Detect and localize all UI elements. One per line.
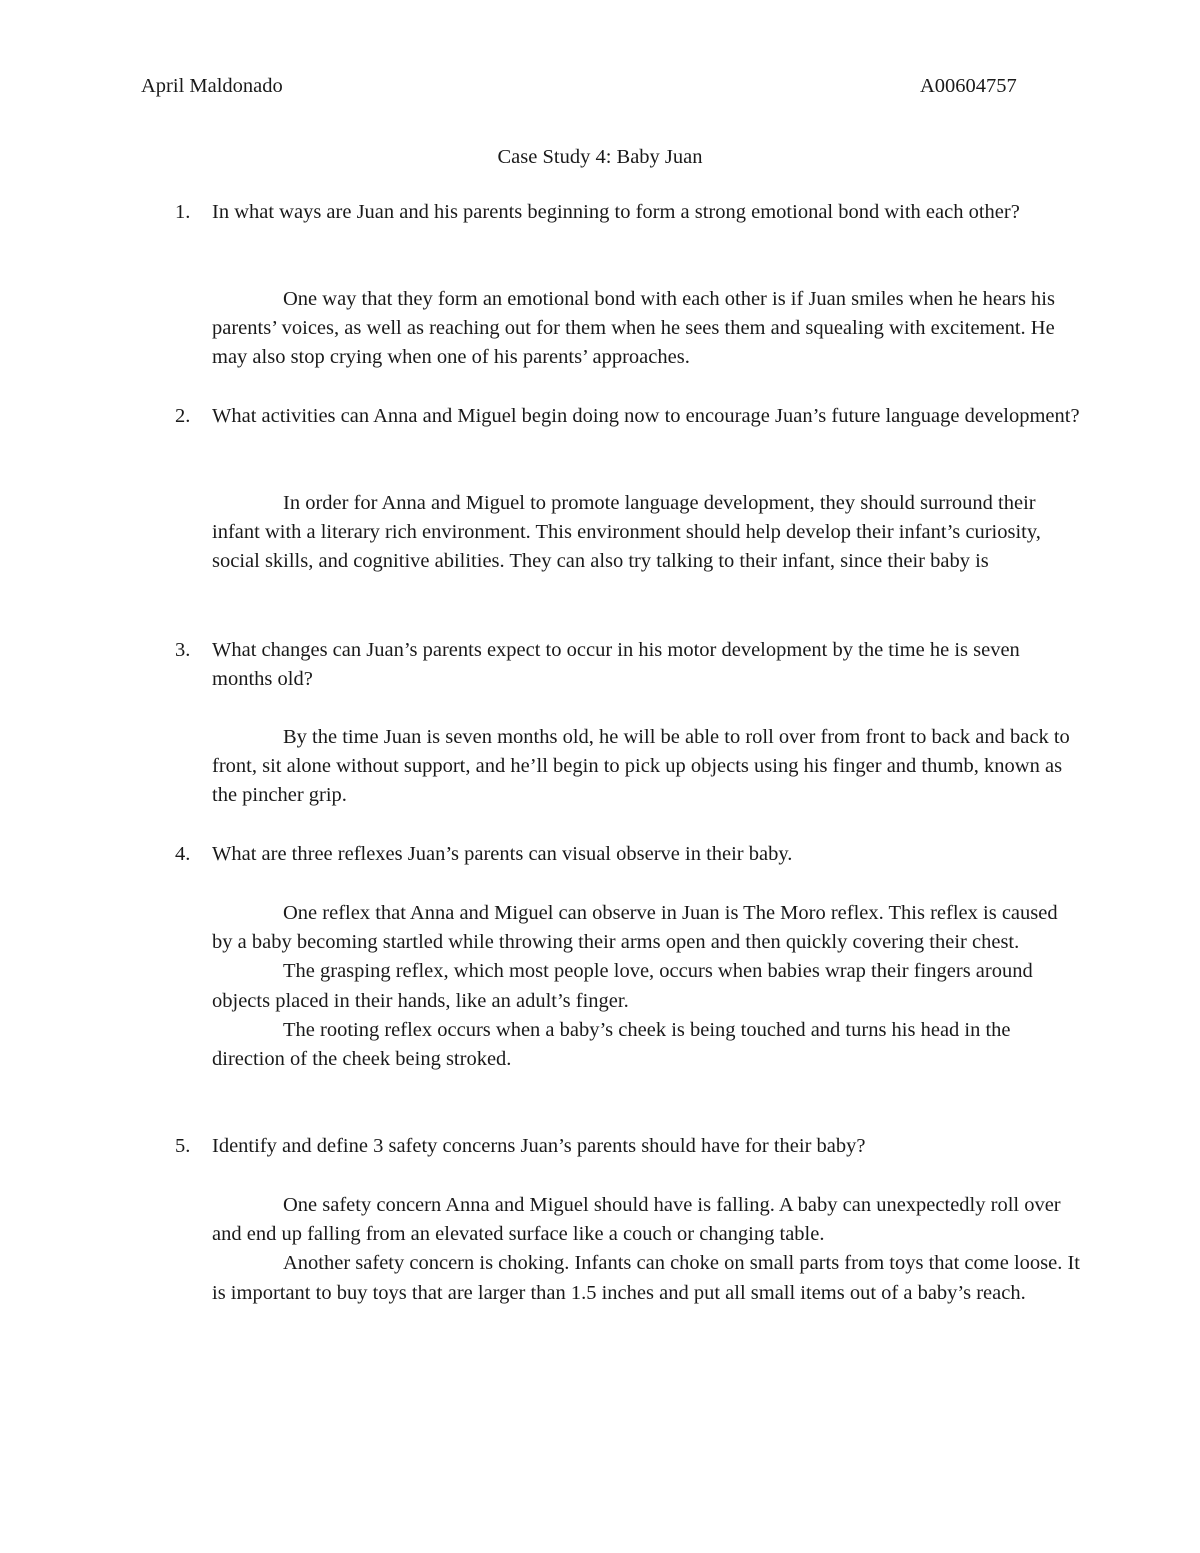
student-name: April Maldonado bbox=[141, 75, 283, 97]
question-text: What changes can Juan’s parents expect to occur in his motor development by the time he is seven months old? bbox=[212, 639, 1020, 691]
question-number: 2. bbox=[175, 405, 191, 427]
answer-4 bbox=[212, 899, 1080, 1074]
answer-paragraph: The rooting reflex occurs when a baby’s cheek is being touched and turns his head in the direction of the cheek being stroked. bbox=[212, 1018, 1011, 1071]
answer-paragraph: In order for Anna and Miguel to promote language development, they should surround their infant with a literary rich environment. This environment should help develop their infant’s curiosity, social skills, and cognitive abilities. They can also try talking to their infant, since their baby is bbox=[212, 492, 1041, 573]
question-number: 3. bbox=[175, 639, 191, 661]
answer-paragraph: One reflex that Anna and Miguel can observe in Juan is The Moro reflex. This reflex is caused by a baby becoming startled while throwing their arms open and then quickly covering their chest. bbox=[212, 902, 1058, 954]
document-title: Case Study 4: Baby Juan bbox=[497, 146, 703, 168]
question-text: In what ways are Juan and his parents beginning to form a strong emotional bond with each other? bbox=[212, 201, 1020, 223]
answer-paragraph: Another safety concern is choking. Infants can choke on small parts from toys that come loose. It is important to buy toys that are larger than 1.5 inches and put all small items out of a baby’s reach. bbox=[212, 1252, 1080, 1304]
question-number: 1. bbox=[175, 201, 191, 223]
question-text: What are three reflexes Juan’s parents can visual observe in their baby. bbox=[212, 843, 793, 865]
answer-1 bbox=[212, 285, 1080, 373]
student-id: A00604757 bbox=[920, 75, 1017, 97]
answer-5 bbox=[212, 1191, 1080, 1308]
answer-paragraph: One way that they form an emotional bond with each other is if Juan smiles when he hears his parents’ voices, as well as reaching out for them when he sees them and squealing with excitement. He may also stop crying when one of his parents’ approaches. bbox=[212, 288, 1055, 369]
answer-paragraph: The grasping reflex, which most people love, occurs when babies wrap their fingers around objects placed in their hands, like an adult’s finger. bbox=[212, 960, 1033, 1012]
question-number: 5. bbox=[175, 1135, 191, 1157]
answer-paragraph: One safety concern Anna and Miguel should have is falling. A baby can unexpectedly roll over and end up falling from an elevated surface like a couch or changing table. bbox=[212, 1194, 1061, 1246]
answer-3 bbox=[212, 723, 1080, 811]
question-number: 4. bbox=[175, 843, 191, 865]
question-text: What activities can Anna and Miguel begin doing now to encourage Juan’s future language development? bbox=[212, 405, 1080, 427]
question-text: Identify and define 3 safety concerns Juan’s parents should have for their baby? bbox=[212, 1135, 866, 1157]
answer-2 bbox=[212, 489, 1080, 577]
answer-paragraph: By the time Juan is seven months old, he will be able to roll over from front to back and back to front, sit alone without support, and he’ll begin to pick up objects using his finger and thumb, known as the pincher grip. bbox=[212, 726, 1070, 807]
